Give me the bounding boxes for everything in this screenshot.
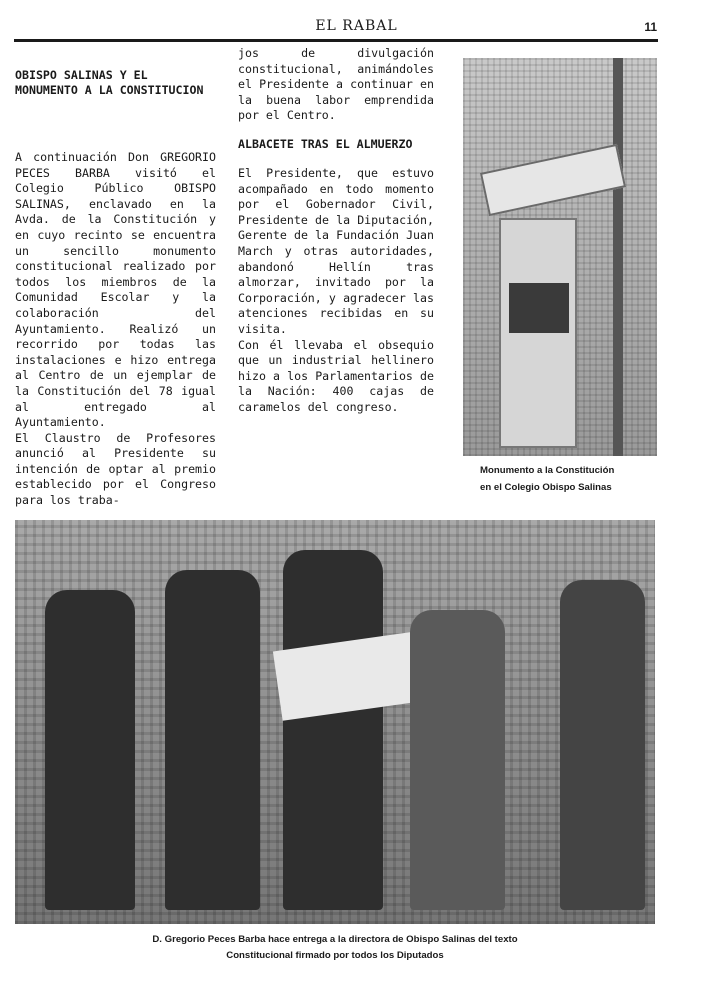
person-figure (283, 550, 383, 910)
newspaper-title: EL RABAL (315, 18, 398, 34)
paragraph: jos de divulgación constitucional, animándoles el Presidente a continuar en la buena labor emprendida por el Centro. (238, 46, 434, 123)
caption-line: en el Colegio Obispo Salinas (480, 482, 612, 493)
monument-photo-caption (480, 462, 660, 496)
ceremony-photo (15, 520, 655, 924)
ceremony-photo-caption (120, 932, 550, 964)
article-heading-obispo-salinas: OBISPO SALINAS Y EL MONUMENTO A LA CONSTITUCION (15, 68, 204, 97)
page-number: 11 (644, 20, 657, 34)
monument-pillar (499, 218, 577, 448)
caption-line: D. Gregorio Peces Barba hace entrega a la directora de Obispo Salinas del texto (152, 934, 518, 945)
person-figure (410, 610, 505, 910)
article-heading-albacete: ALBACETE TRAS EL ALMUERZO (238, 137, 413, 151)
caption-line: Monumento a la Constitución (480, 465, 615, 476)
person-figure (45, 590, 135, 910)
person-figure (165, 570, 260, 910)
paragraph: El Claustro de Profesores anunció al Presidente su intención de optar al premio establecido por el Congreso para los traba- (15, 430, 216, 508)
paragraph: A continuación Don GREGORIO PECES BARBA visitó el Colegio Público OBISPO SALINAS, enclavado en la Avda. de la Constitución y en cuyo recinto se encuentra un sencillo monumento constitucional realizado por todos los miembros de la Comunidad Escolar y la colaboración del Ayuntamiento. Realizó un recorrido por todas las instalaciones e hizo entrega al Centro de un ejemplar de la Constitución del 78 igual al entregado al Ayuntamiento. (15, 150, 216, 430)
article-column-1 (15, 150, 216, 509)
article-column-2 (238, 46, 434, 124)
paragraph: Con él llevaba el obsequio que un industrial hellinero hizo a los Parlamentarios de la Nación: 400 cajas de caramelos del congreso. (238, 337, 434, 414)
monument-display-window (509, 283, 569, 333)
tree-trunk (613, 58, 623, 456)
monument-plaque (480, 144, 626, 216)
header-rule (14, 39, 658, 42)
article-column-2-continued (238, 166, 434, 416)
monument-photo (463, 58, 657, 456)
person-figure (560, 580, 645, 910)
caption-line: Constitucional firmado por todos los Diputados (226, 950, 444, 961)
paragraph: El Presidente, que estuvo acompañado en todo momento por el Gobernador Civil, Presidente de la Diputación, Gerente de la Fundación Juan March y otras autoridades, abandonó Hellín tras almorzar, invitado por la Corporación, y agradecer las atenciones recibidas en su visita. (238, 166, 434, 336)
